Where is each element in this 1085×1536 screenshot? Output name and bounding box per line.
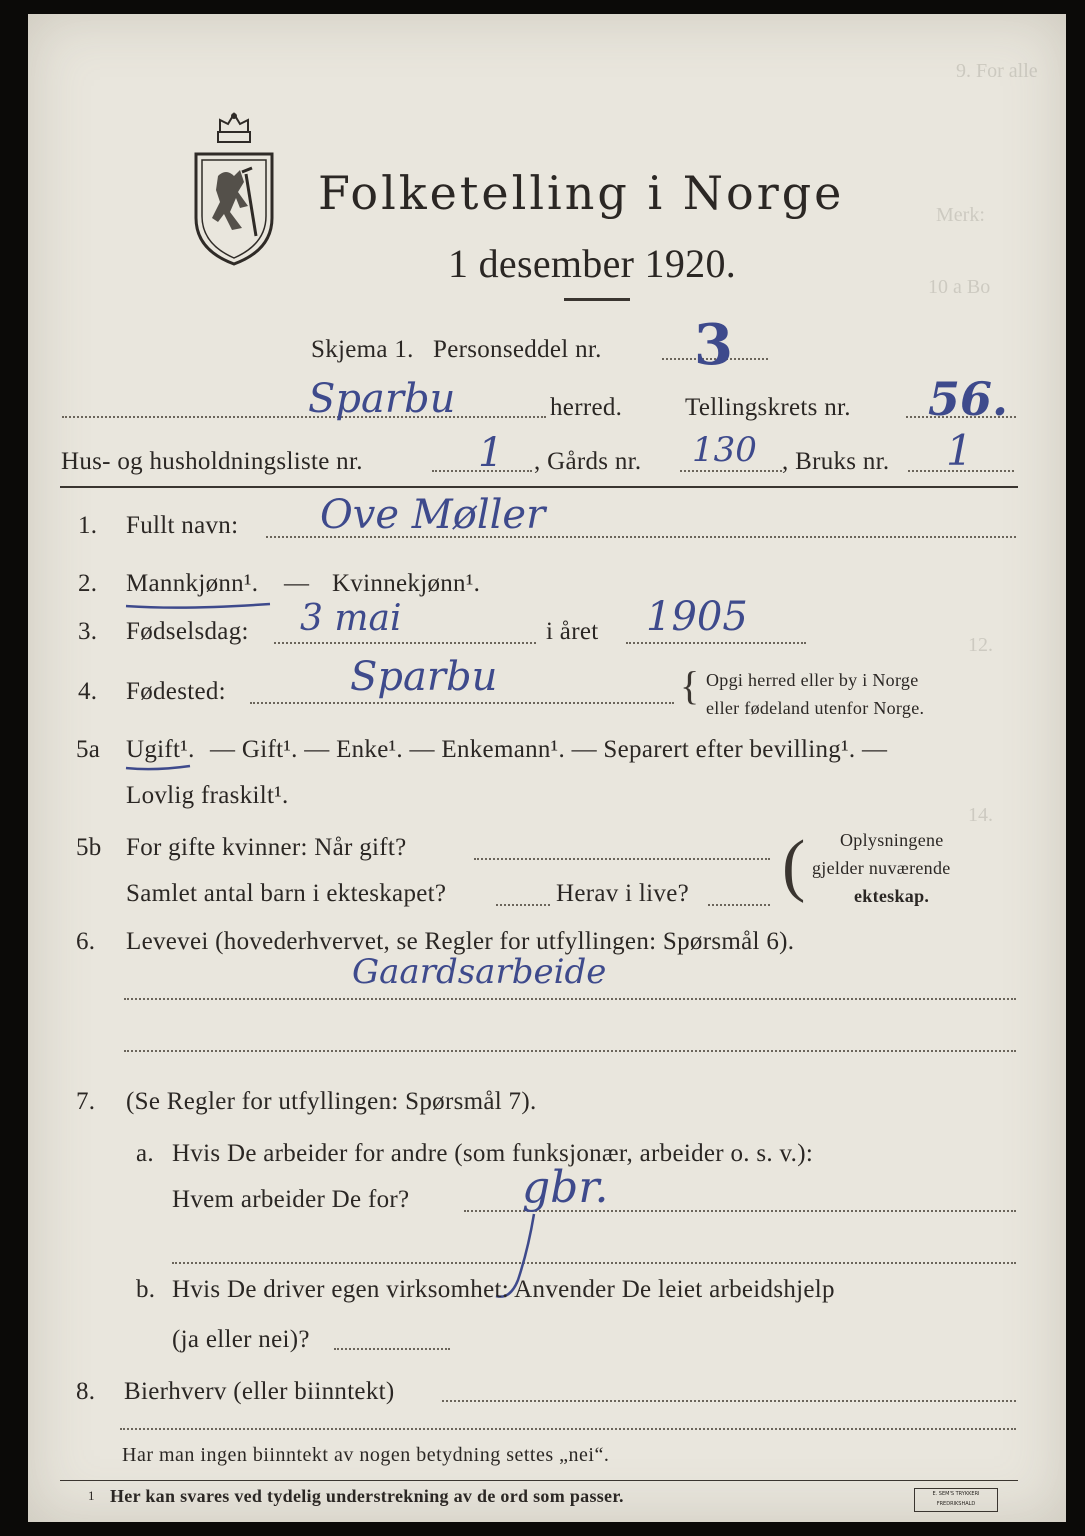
holding-number-value: 1 xyxy=(946,426,973,475)
census-form-sheet xyxy=(28,14,1066,1522)
employer-label: Hvem arbeider De for? xyxy=(172,1186,410,1213)
marriage-note-bracket: ( xyxy=(782,827,806,904)
bleed-through-text: Merk: xyxy=(936,204,985,226)
marriage-note-line1: Oplysningene xyxy=(840,830,944,850)
q2-number: 2. xyxy=(78,570,98,597)
marital-unmarried-option[interactable]: Ugift¹. xyxy=(126,736,195,763)
occupation-label: Levevei (hovederhvervet, se Regler for utfyllingen: Spørsmål 6). xyxy=(126,928,795,955)
q7a-line1: Hvis De arbeider for andre (som funksjonær, arbeider o. s. v.): xyxy=(172,1140,814,1167)
children-alive-field[interactable] xyxy=(708,904,770,906)
birthplace-note-line1: Opgi herred eller by i Norge xyxy=(706,670,919,690)
household-list-label: Hus- og husholdningsliste nr. xyxy=(61,448,363,475)
census-date: 1 desember 1920. xyxy=(448,241,737,286)
occupation-field-line1[interactable] xyxy=(124,998,1016,1000)
secondary-income-label: Bierhverv (eller biinntekt) xyxy=(124,1378,395,1405)
herred-label: herred. xyxy=(550,394,623,421)
occupation-field-line2[interactable] xyxy=(124,1050,1016,1052)
unmarried-underline-mark xyxy=(124,762,194,774)
title-divider xyxy=(564,298,630,301)
hired-help-label: (ja eller nei)? xyxy=(172,1326,310,1353)
married-when-label: For gifte kvinner: Når gift? xyxy=(126,834,407,861)
q7-label: (Se Regler for utfyllingen: Spørsmål 7). xyxy=(126,1088,537,1115)
birthplace-field[interactable] xyxy=(250,702,674,704)
footer-divider xyxy=(60,1480,1018,1481)
male-underline-mark xyxy=(124,598,274,614)
coat-of-arms-icon xyxy=(190,110,278,268)
q5a-number: 5a xyxy=(76,736,101,763)
birth-year-field[interactable] xyxy=(626,642,806,644)
farm-number-field[interactable] xyxy=(680,470,782,472)
occupation-value: Gaardsarbeide xyxy=(352,952,607,992)
farm-number-label: , Gårds nr. xyxy=(534,448,642,475)
q7b-letter: b. xyxy=(136,1276,156,1303)
bleed-through-text: 14. xyxy=(968,804,993,826)
marital-other-options[interactable]: — Gift¹. — Enke¹. — Enkemann¹. — Separert efter bevilling¹. — xyxy=(210,736,888,763)
tellingskrets-value: 56. xyxy=(928,372,1009,426)
employer-field-line2[interactable] xyxy=(172,1262,1016,1264)
q6-number: 6. xyxy=(76,928,96,955)
herred-field[interactable] xyxy=(62,416,546,418)
personseddel-value: 3 xyxy=(694,312,733,378)
birthplace-note-brace: { xyxy=(680,663,700,708)
herred-value: Sparbu xyxy=(308,376,456,422)
bleed-through-text: 9. For alle xyxy=(956,60,1038,82)
secondary-income-note: Har man ingen biinntekt av nogen betydning settes „nei“. xyxy=(122,1444,610,1466)
children-alive-label: Herav i live? xyxy=(556,880,690,907)
q4-number: 4. xyxy=(78,678,98,705)
full-name-label: Fullt navn: xyxy=(126,512,239,539)
q7b-line1: Hvis De driver egen virksomhet: Anvender De leiet arbeidshjelp xyxy=(172,1276,835,1303)
q8-number: 8. xyxy=(76,1378,96,1405)
q7a-letter: a. xyxy=(136,1140,154,1167)
tellingskrets-label: Tellingskrets nr. xyxy=(685,394,851,421)
header-divider xyxy=(60,486,1018,488)
birthday-field[interactable] xyxy=(274,642,536,644)
children-total-field[interactable] xyxy=(496,904,550,906)
schema-label: Skjema 1. xyxy=(311,336,414,363)
gender-male-option[interactable]: Mannkjønn¹. xyxy=(126,570,259,597)
married-when-field[interactable] xyxy=(474,858,770,860)
footnote-text: Her kan svares ved tydelig understrekning av de ord som passer. xyxy=(110,1486,624,1506)
birthplace-label: Fødested: xyxy=(126,678,226,705)
q5b-number: 5b xyxy=(76,834,102,861)
birthday-label: Fødselsdag: xyxy=(126,618,249,645)
q7-number: 7. xyxy=(76,1088,96,1115)
children-total-label: Samlet antal barn i ekteskapet? xyxy=(126,880,447,907)
secondary-income-field[interactable] xyxy=(442,1400,1016,1402)
full-name-value: Ove Møller xyxy=(320,492,546,538)
marital-divorced-option[interactable]: Lovlig fraskilt¹. xyxy=(126,782,289,809)
employer-value: gbr. xyxy=(522,1162,609,1213)
secondary-income-field-line2[interactable] xyxy=(120,1428,1016,1430)
birth-year-value: 1905 xyxy=(646,594,748,640)
holding-number-label: , Bruks nr. xyxy=(782,448,890,475)
gender-female-option[interactable]: Kvinnekjønn¹. xyxy=(332,570,481,597)
q3-number: 3. xyxy=(78,618,98,645)
bleed-through-text: 12. xyxy=(968,634,993,656)
birthplace-note-line2: eller fødeland utenfor Norge. xyxy=(706,698,925,718)
bleed-through-text: 10 a Bo xyxy=(928,276,991,298)
gender-separator: — xyxy=(284,570,310,597)
birth-year-label: i året xyxy=(546,618,599,645)
printer-stamp-text: E. SEM'S TRYKKERI FREDRIKSHALD xyxy=(932,1491,980,1507)
birthplace-value: Sparbu xyxy=(350,654,498,700)
printer-stamp xyxy=(914,1488,998,1512)
hired-help-field[interactable] xyxy=(334,1348,450,1350)
household-list-value: 1 xyxy=(478,430,504,476)
q1-number: 1. xyxy=(78,512,98,539)
marriage-note-line2: gjelder nuværende xyxy=(812,858,951,878)
personseddel-label: Personseddel nr. xyxy=(433,336,602,363)
farm-number-value: 130 xyxy=(692,430,757,470)
marriage-note-line3: ekteskap. xyxy=(854,886,930,906)
form-title: Folketelling i Norge xyxy=(318,166,845,220)
birthday-value: 3 mai xyxy=(300,598,402,639)
footnote-marker: 1 xyxy=(88,1488,95,1503)
